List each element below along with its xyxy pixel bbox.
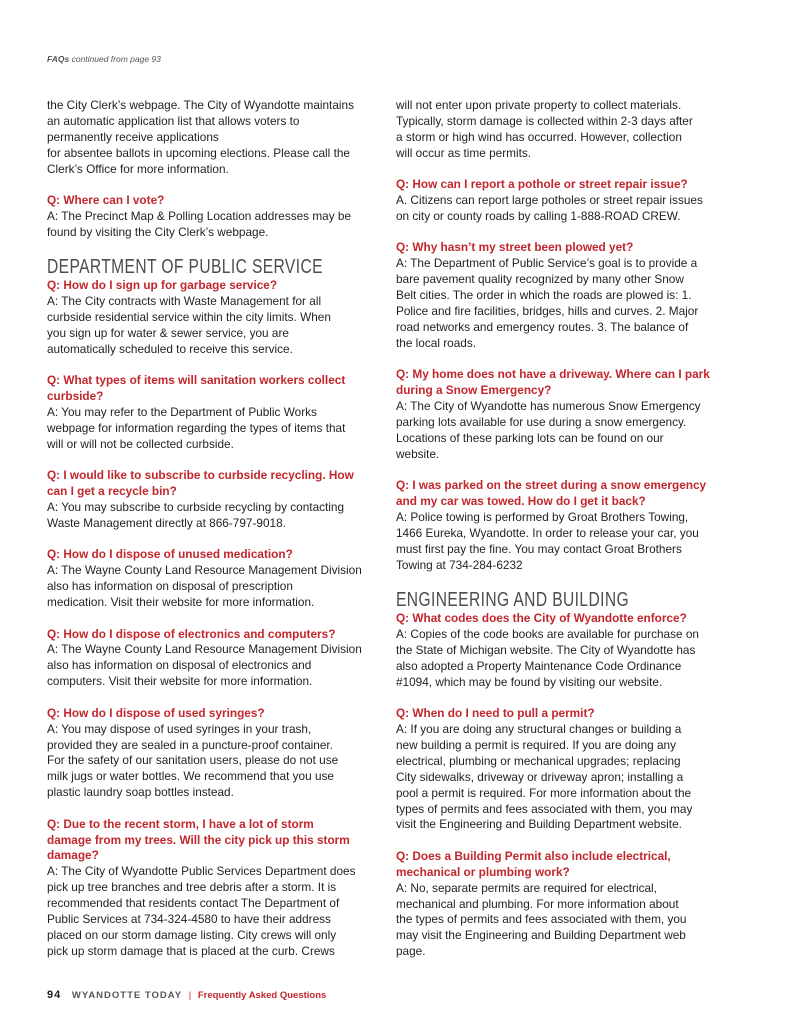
answer-line: website.	[396, 446, 440, 461]
faq-item	[47, 547, 379, 611]
faq-item	[47, 193, 379, 241]
question-line: damage?	[47, 848, 99, 863]
footer-separator: |	[188, 990, 192, 1001]
faq-item	[396, 177, 730, 225]
answer-line: for absentee ballots in upcoming elections. Please call the	[47, 145, 350, 160]
answer-line: provided they are sealed in a puncture-proof container.	[47, 737, 333, 752]
answer-line: A: The Department of Public Service’s goal is to provide a	[396, 256, 698, 271]
answer-line: on city or county roads by calling 1-888-ROAD CREW.	[396, 208, 681, 223]
answer-line: the local roads.	[396, 335, 477, 350]
answer-line: road networks and emergency routes. 3. The balance of	[396, 319, 689, 334]
faq-item	[47, 817, 379, 960]
question-line: damage from my trees. Will the city pick up this storm	[47, 832, 350, 847]
answer-line: permanently receive applications	[47, 129, 219, 144]
faq-item	[396, 478, 730, 573]
answer-line: found by visiting the City Clerk’s webpage.	[47, 224, 269, 239]
running-head: FAQs continued from page 93	[47, 54, 161, 64]
answer-line: automatically scheduled to receive this service.	[47, 341, 293, 356]
question-line: and my car was towed. How do I get it back?	[396, 494, 646, 509]
footer-section: Frequently Asked Questions	[197, 990, 327, 1001]
question-line: Q: How do I dispose of electronics and computers?	[47, 626, 336, 641]
answer-line: A: You may refer to the Department of Public Works	[47, 405, 317, 420]
question-line: mechanical or plumbing work?	[396, 864, 570, 879]
answer-line: also has information on disposal of prescription	[47, 579, 293, 594]
answer-line: #1094, which may be found by visiting our website.	[396, 674, 663, 689]
answer-line: webpage for information regarding the types of items that	[47, 421, 346, 435]
intro-text	[396, 98, 730, 162]
answer-line: A: The Wayne County Land Resource Management Division	[47, 642, 362, 657]
question-line: Q: My home does not have a driveway. Where can I park	[396, 367, 710, 382]
intro-text	[47, 98, 379, 178]
answer-line: Public Services at 734-324-4580 to have their address	[47, 912, 331, 927]
answer-line: A: You may subscribe to curbside recycling by contacting	[47, 500, 345, 515]
faq-item	[396, 611, 730, 691]
answer-line: also adopted a Property Maintenance Code Ordinance	[396, 658, 682, 673]
answer-line: A: Copies of the code books are available for purchase on	[396, 626, 699, 641]
answer-line: mechanical and plumbing. For more information about	[396, 896, 679, 911]
question-line: Q: Where can I vote?	[47, 193, 165, 208]
question-line: Q: What codes does the City of Wyandotte enforce?	[396, 611, 687, 626]
answer-line: pick up tree branches and tree debris after a storm. It is	[47, 880, 337, 895]
answer-line: A: The City contracts with Waste Management for all	[47, 294, 322, 309]
question-line: Q: How do I sign up for garbage service?	[47, 278, 278, 293]
answer-line: parking lots available for use during a snow emergency.	[396, 414, 687, 429]
answer-line: recommended that residents contact The Department of	[47, 896, 340, 911]
answer-line: curbside residential service within the city limits. When	[47, 310, 331, 325]
answer-line: electrical, plumbing or mechanical upgrades; replacing	[396, 753, 681, 768]
faq-item	[47, 706, 379, 801]
faq-item	[47, 278, 379, 358]
question-line: Q: How do I dispose of used syringes?	[47, 705, 265, 720]
answer-line: A: No, separate permits are required for electrical,	[396, 880, 657, 895]
answer-line: bare pavement quality recognized by many other Snow	[396, 272, 684, 287]
section-title-engineering: ENGINEERING AND BUILDING	[396, 589, 630, 612]
answer-line: A: The Precinct Map & Polling Location addresses may be	[47, 208, 352, 223]
page-footer	[47, 989, 326, 1001]
answer-line: will occur as time permits.	[396, 145, 532, 160]
answer-line: milk jugs or water bottles. We recommend that you use	[47, 769, 334, 784]
answer-line: A: Police towing is performed by Groat Brothers Towing,	[396, 509, 689, 524]
answer-line: an automatic application list that allows voters to	[47, 113, 300, 128]
answer-line: the types of permits and fees associated with them, you	[396, 912, 687, 927]
answer-line: Locations of these parking lots can be found on our	[396, 430, 664, 445]
answer-line: Belt cities. The order in which the roads are plowed is: 1.	[396, 288, 692, 303]
faq-list-before	[396, 177, 730, 573]
answer-line: will not enter upon private property to collect materials.	[396, 98, 682, 112]
answer-line: Police and fire facilities, bridges, hills and curves. 2. Major	[396, 303, 699, 318]
question-line: Q: Due to the recent storm, I have a lot of storm	[47, 816, 314, 831]
answer-line: plastic laundry soap bottles instead.	[47, 785, 234, 800]
answer-line: 1466 Eureka, Wyandotte. In order to release your car, you	[396, 525, 699, 540]
question-line: curbside?	[47, 389, 104, 404]
answer-line: For the safety of our sanitation users, please do not use	[47, 753, 339, 768]
question-line: Q: When do I need to pull a permit?	[396, 706, 595, 721]
answer-line: City sidewalks, driveway or driveway apron; installing a	[396, 769, 684, 784]
answer-line: must first pay the fine. You may contact Groat Brothers	[396, 541, 682, 556]
answer-line: pick up storm damage that is placed at the curb. Crews	[47, 943, 335, 958]
question-line: Q: What types of items will sanitation workers collect	[47, 373, 346, 388]
answer-line: page.	[396, 944, 426, 959]
answer-line: the State of Michigan website. The City of Wyandotte has	[396, 642, 696, 657]
right-column	[396, 98, 730, 976]
answer-line: may visit the Engineering and Building Department web	[396, 928, 686, 943]
question-line: Q: I was parked on the street during a snow emergency	[396, 478, 707, 493]
answer-line: pool a permit is required. For more information about the	[396, 785, 692, 800]
faq-item	[396, 240, 730, 351]
answer-line: Clerk’s Office for more information.	[47, 161, 229, 176]
faq-list-public-service	[47, 278, 379, 960]
answer-line: A: You may dispose of used syringes in your trash,	[47, 721, 312, 736]
answer-line: A. Citizens can report large potholes or street repair issues	[396, 193, 703, 208]
faq-list-engineering	[396, 611, 730, 960]
question-line: Q: Does a Building Permit also include electrical,	[396, 848, 671, 863]
question-line: Q: Why hasn’t my street been plowed yet?	[396, 240, 634, 255]
answer-line: types of permits and fees associated with them, you may	[396, 801, 693, 816]
answer-line: A: The City of Wyandotte has numerous Snow Emergency	[396, 399, 701, 413]
magazine-name: WYANDOTTE TODAY	[71, 990, 183, 1001]
faq-item	[47, 468, 379, 532]
question-line: Q: How can I report a pothole or street repair issue?	[396, 177, 688, 192]
question-line: Q: I would like to subscribe to curbside recycling. How	[47, 468, 354, 483]
answer-line: also has information on disposal of electronics and	[47, 658, 312, 673]
page-number: 94	[47, 989, 62, 1001]
faq-list-before	[47, 193, 379, 241]
faq-item	[396, 367, 730, 462]
answer-line: computers. Visit their website for more information.	[47, 674, 313, 689]
answer-line: Waste Management directly at 866-797-9018.	[47, 516, 286, 531]
faq-item	[396, 849, 730, 960]
answer-line: A: If you are doing any structural changes or building a	[396, 722, 682, 736]
answer-line: placed on our storm damage listing. City crews will only	[47, 927, 337, 942]
answer-line: A: The Wayne County Land Resource Management Division	[47, 563, 362, 578]
answer-line: the City Clerk’s webpage. The City of Wyandotte maintains	[47, 98, 354, 112]
question-line: Q: How do I dispose of unused medication?	[47, 547, 293, 562]
question-line: during a Snow Emergency?	[396, 383, 552, 398]
question-line: can I get a recycle bin?	[47, 484, 177, 499]
answer-line: new building a permit is required. If you are doing any	[396, 737, 677, 752]
answer-line: a storm or high wind has occurred. However, collection	[396, 129, 682, 144]
answer-line: visit the Engineering and Building Department website.	[396, 817, 682, 832]
section-title-public-service: DEPARTMENT OF PUBLIC SERVICE	[47, 256, 323, 279]
answer-line: you sign up for water & sewer service, you are	[47, 325, 289, 340]
faq-item	[47, 373, 379, 453]
answer-line: A: The City of Wyandotte Public Services Department does	[47, 864, 356, 879]
faq-item	[396, 706, 730, 833]
faq-item	[47, 627, 379, 691]
answer-line: Towing at 734-284-6232	[396, 557, 523, 572]
answer-line: Typically, storm damage is collected within 2-3 days after	[396, 113, 693, 128]
answer-line: will or will not be collected curbside.	[47, 436, 234, 451]
left-column	[47, 98, 379, 975]
answer-line: medication. Visit their website for more information.	[47, 595, 315, 610]
